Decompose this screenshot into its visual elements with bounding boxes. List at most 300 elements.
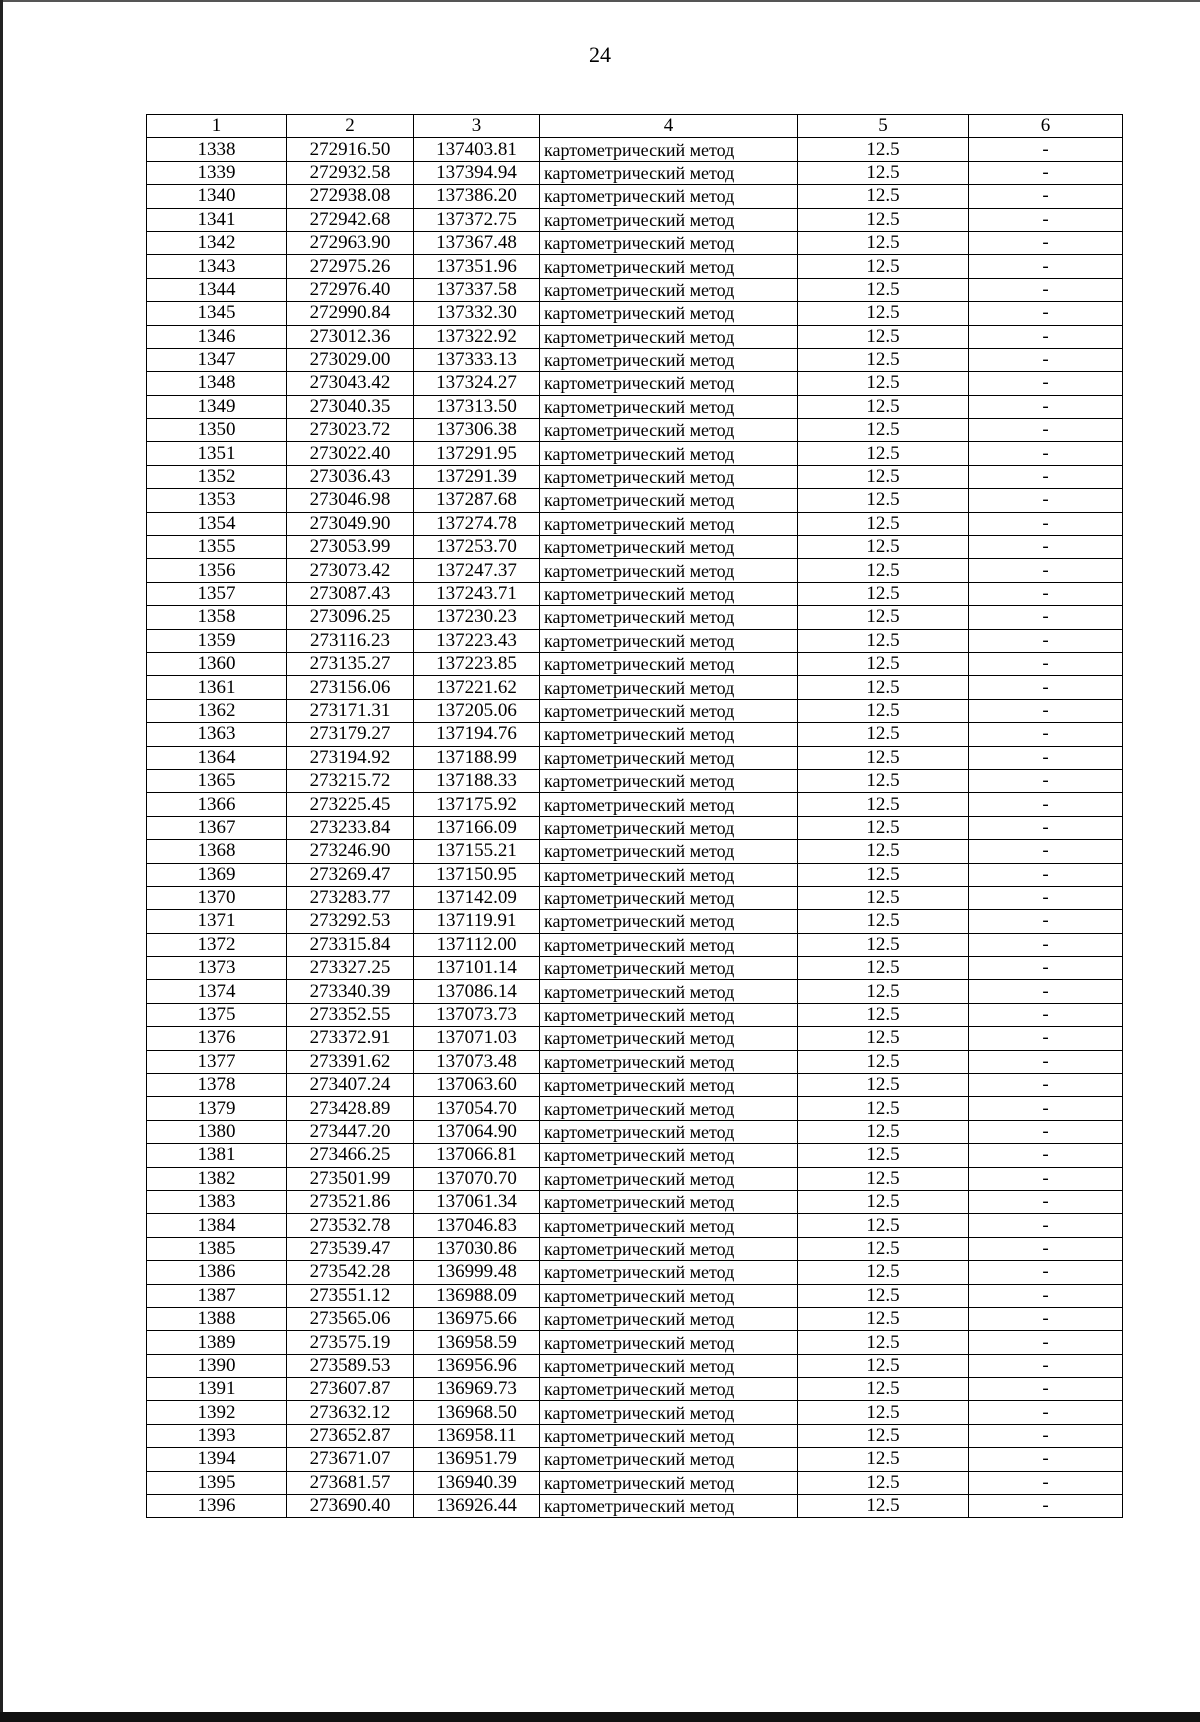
point-number-cell: 1353 xyxy=(147,489,287,512)
x-coordinate-cell: 272963.90 xyxy=(287,231,414,254)
point-number-cell: 1386 xyxy=(147,1261,287,1284)
x-coordinate-cell: 273171.31 xyxy=(287,699,414,722)
point-number-cell: 1363 xyxy=(147,723,287,746)
accuracy-cell: 12.5 xyxy=(798,185,969,208)
point-number-cell: 1381 xyxy=(147,1144,287,1167)
method-cell: картометрический метод xyxy=(540,840,798,863)
method-cell: картометрический метод xyxy=(540,1307,798,1330)
table-row xyxy=(147,957,1123,980)
method-cell: картометрический метод xyxy=(540,1354,798,1377)
table-row xyxy=(147,348,1123,371)
y-coordinate-cell: 137291.39 xyxy=(414,465,540,488)
table-row xyxy=(147,1214,1123,1237)
point-number-cell: 1391 xyxy=(147,1378,287,1401)
accuracy-cell: 12.5 xyxy=(798,1261,969,1284)
note-cell: - xyxy=(969,1167,1123,1190)
note-cell: - xyxy=(969,933,1123,956)
method-cell: картометрический метод xyxy=(540,746,798,769)
table-row xyxy=(147,816,1123,839)
accuracy-cell: 12.5 xyxy=(798,1307,969,1330)
accuracy-cell: 12.5 xyxy=(798,231,969,254)
x-coordinate-cell: 273012.36 xyxy=(287,325,414,348)
table-row xyxy=(147,1378,1123,1401)
point-number-cell: 1374 xyxy=(147,980,287,1003)
accuracy-cell: 12.5 xyxy=(798,793,969,816)
table-row xyxy=(147,769,1123,792)
y-coordinate-cell: 136968.50 xyxy=(414,1401,540,1424)
y-coordinate-cell: 137230.23 xyxy=(414,606,540,629)
header-cell: 1 xyxy=(147,115,287,138)
x-coordinate-cell: 273372.91 xyxy=(287,1027,414,1050)
point-number-cell: 1378 xyxy=(147,1074,287,1097)
accuracy-cell: 12.5 xyxy=(798,278,969,301)
x-coordinate-cell: 273096.25 xyxy=(287,606,414,629)
accuracy-cell: 12.5 xyxy=(798,442,969,465)
note-cell: - xyxy=(969,442,1123,465)
accuracy-cell: 12.5 xyxy=(798,957,969,980)
x-coordinate-cell: 273179.27 xyxy=(287,723,414,746)
y-coordinate-cell: 137061.34 xyxy=(414,1190,540,1213)
note-cell: - xyxy=(969,1074,1123,1097)
x-coordinate-cell: 273029.00 xyxy=(287,348,414,371)
page-number: 24 xyxy=(589,42,611,67)
note-cell: - xyxy=(969,769,1123,792)
note-cell: - xyxy=(969,863,1123,886)
header-cell: 4 xyxy=(540,115,798,138)
y-coordinate-cell: 137112.00 xyxy=(414,933,540,956)
note-cell: - xyxy=(969,278,1123,301)
y-coordinate-cell: 137119.91 xyxy=(414,910,540,933)
note-cell: - xyxy=(969,1307,1123,1330)
note-cell: - xyxy=(969,1471,1123,1494)
y-coordinate-cell: 137188.33 xyxy=(414,769,540,792)
note-cell: - xyxy=(969,348,1123,371)
accuracy-cell: 12.5 xyxy=(798,1167,969,1190)
note-cell: - xyxy=(969,208,1123,231)
note-cell: - xyxy=(969,1003,1123,1026)
accuracy-cell: 12.5 xyxy=(798,1331,969,1354)
method-cell: картометрический метод xyxy=(540,980,798,1003)
accuracy-cell: 12.5 xyxy=(798,512,969,535)
method-cell: картометрический метод xyxy=(540,1144,798,1167)
table-body xyxy=(147,138,1123,1518)
point-number-cell: 1372 xyxy=(147,933,287,956)
note-cell: - xyxy=(969,582,1123,605)
x-coordinate-cell: 273565.06 xyxy=(287,1307,414,1330)
note-cell: - xyxy=(969,1027,1123,1050)
method-cell: картометрический метод xyxy=(540,559,798,582)
accuracy-cell: 12.5 xyxy=(798,1424,969,1447)
x-coordinate-cell: 273023.72 xyxy=(287,419,414,442)
note-cell: - xyxy=(969,255,1123,278)
note-cell: - xyxy=(969,1284,1123,1307)
x-coordinate-cell: 273116.23 xyxy=(287,629,414,652)
x-coordinate-cell: 273269.47 xyxy=(287,863,414,886)
x-coordinate-cell: 272938.08 xyxy=(287,185,414,208)
y-coordinate-cell: 137046.83 xyxy=(414,1214,540,1237)
note-cell: - xyxy=(969,1331,1123,1354)
accuracy-cell: 12.5 xyxy=(798,606,969,629)
table-row xyxy=(147,442,1123,465)
x-coordinate-cell: 273551.12 xyxy=(287,1284,414,1307)
accuracy-cell: 12.5 xyxy=(798,769,969,792)
method-cell: картометрический метод xyxy=(540,1495,798,1518)
method-cell: картометрический метод xyxy=(540,512,798,535)
y-coordinate-cell: 137064.90 xyxy=(414,1120,540,1143)
y-coordinate-cell: 137188.99 xyxy=(414,746,540,769)
point-number-cell: 1343 xyxy=(147,255,287,278)
point-number-cell: 1366 xyxy=(147,793,287,816)
x-coordinate-cell: 273225.45 xyxy=(287,793,414,816)
x-coordinate-cell: 273073.42 xyxy=(287,559,414,582)
y-coordinate-cell: 137287.68 xyxy=(414,489,540,512)
note-cell: - xyxy=(969,1378,1123,1401)
table-row xyxy=(147,1261,1123,1284)
x-coordinate-cell: 273575.19 xyxy=(287,1331,414,1354)
point-number-cell: 1360 xyxy=(147,652,287,675)
x-coordinate-cell: 273049.90 xyxy=(287,512,414,535)
note-cell: - xyxy=(969,185,1123,208)
table-row xyxy=(147,1097,1123,1120)
table-row xyxy=(147,1401,1123,1424)
method-cell: картометрический метод xyxy=(540,1378,798,1401)
table-row xyxy=(147,185,1123,208)
y-coordinate-cell: 137291.95 xyxy=(414,442,540,465)
method-cell: картометрический метод xyxy=(540,793,798,816)
method-cell: картометрический метод xyxy=(540,442,798,465)
x-coordinate-cell: 273156.06 xyxy=(287,676,414,699)
table-row xyxy=(147,1120,1123,1143)
point-number-cell: 1351 xyxy=(147,442,287,465)
page-border-left xyxy=(0,0,3,1722)
point-number-cell: 1356 xyxy=(147,559,287,582)
method-cell: картометрический метод xyxy=(540,325,798,348)
table-row xyxy=(147,723,1123,746)
accuracy-cell: 12.5 xyxy=(798,1144,969,1167)
accuracy-cell: 12.5 xyxy=(798,910,969,933)
y-coordinate-cell: 137073.48 xyxy=(414,1050,540,1073)
y-coordinate-cell: 136956.96 xyxy=(414,1354,540,1377)
method-cell: картометрический метод xyxy=(540,1261,798,1284)
method-cell: картометрический метод xyxy=(540,910,798,933)
x-coordinate-cell: 273046.98 xyxy=(287,489,414,512)
method-cell: картометрический метод xyxy=(540,419,798,442)
method-cell: картометрический метод xyxy=(540,302,798,325)
point-number-cell: 1347 xyxy=(147,348,287,371)
method-cell: картометрический метод xyxy=(540,348,798,371)
method-cell: картометрический метод xyxy=(540,1027,798,1050)
accuracy-cell: 12.5 xyxy=(798,816,969,839)
point-number-cell: 1375 xyxy=(147,1003,287,1026)
point-number-cell: 1385 xyxy=(147,1237,287,1260)
accuracy-cell: 12.5 xyxy=(798,1050,969,1073)
y-coordinate-cell: 137221.62 xyxy=(414,676,540,699)
accuracy-cell: 12.5 xyxy=(798,489,969,512)
y-coordinate-cell: 137243.71 xyxy=(414,582,540,605)
accuracy-cell: 12.5 xyxy=(798,723,969,746)
y-coordinate-cell: 137066.81 xyxy=(414,1144,540,1167)
y-coordinate-cell: 137101.14 xyxy=(414,957,540,980)
note-cell: - xyxy=(969,746,1123,769)
x-coordinate-cell: 273340.39 xyxy=(287,980,414,1003)
table-row xyxy=(147,863,1123,886)
x-coordinate-cell: 273521.86 xyxy=(287,1190,414,1213)
note-cell: - xyxy=(969,1261,1123,1284)
y-coordinate-cell: 137322.92 xyxy=(414,325,540,348)
accuracy-cell: 12.5 xyxy=(798,699,969,722)
table-row xyxy=(147,1284,1123,1307)
table-row xyxy=(147,512,1123,535)
point-number-cell: 1355 xyxy=(147,536,287,559)
table-row xyxy=(147,933,1123,956)
accuracy-cell: 12.5 xyxy=(798,1471,969,1494)
note-cell: - xyxy=(969,1097,1123,1120)
point-number-cell: 1339 xyxy=(147,161,287,184)
accuracy-cell: 12.5 xyxy=(798,1097,969,1120)
table-row xyxy=(147,255,1123,278)
table-row xyxy=(147,1074,1123,1097)
method-cell: картометрический метод xyxy=(540,957,798,980)
table-row xyxy=(147,302,1123,325)
y-coordinate-cell: 137394.94 xyxy=(414,161,540,184)
y-coordinate-cell: 137247.37 xyxy=(414,559,540,582)
method-cell: картометрический метод xyxy=(540,395,798,418)
method-cell: картометрический метод xyxy=(540,1190,798,1213)
table-row xyxy=(147,1050,1123,1073)
method-cell: картометрический метод xyxy=(540,231,798,254)
note-cell: - xyxy=(969,699,1123,722)
accuracy-cell: 12.5 xyxy=(798,372,969,395)
x-coordinate-cell: 273292.53 xyxy=(287,910,414,933)
table-row xyxy=(147,1167,1123,1190)
point-number-cell: 1341 xyxy=(147,208,287,231)
method-cell: картометрический метод xyxy=(540,582,798,605)
x-coordinate-cell: 273087.43 xyxy=(287,582,414,605)
method-cell: картометрический метод xyxy=(540,1471,798,1494)
table-row xyxy=(147,1307,1123,1330)
point-number-cell: 1348 xyxy=(147,372,287,395)
note-cell: - xyxy=(969,980,1123,1003)
note-cell: - xyxy=(969,489,1123,512)
accuracy-cell: 12.5 xyxy=(798,161,969,184)
y-coordinate-cell: 137306.38 xyxy=(414,419,540,442)
x-coordinate-cell: 273607.87 xyxy=(287,1378,414,1401)
point-number-cell: 1376 xyxy=(147,1027,287,1050)
x-coordinate-cell: 273043.42 xyxy=(287,372,414,395)
y-coordinate-cell: 137351.96 xyxy=(414,255,540,278)
point-number-cell: 1396 xyxy=(147,1495,287,1518)
point-number-cell: 1384 xyxy=(147,1214,287,1237)
note-cell: - xyxy=(969,161,1123,184)
y-coordinate-cell: 137223.85 xyxy=(414,652,540,675)
accuracy-cell: 12.5 xyxy=(798,1214,969,1237)
method-cell: картометрический метод xyxy=(540,1003,798,1026)
x-coordinate-cell: 272942.68 xyxy=(287,208,414,231)
y-coordinate-cell: 137403.81 xyxy=(414,138,540,161)
accuracy-cell: 12.5 xyxy=(798,629,969,652)
y-coordinate-cell: 136958.59 xyxy=(414,1331,540,1354)
table-row xyxy=(147,395,1123,418)
method-cell: картометрический метод xyxy=(540,161,798,184)
point-number-cell: 1346 xyxy=(147,325,287,348)
x-coordinate-cell: 273632.12 xyxy=(287,1401,414,1424)
accuracy-cell: 12.5 xyxy=(798,1495,969,1518)
y-coordinate-cell: 137150.95 xyxy=(414,863,540,886)
table-row xyxy=(147,208,1123,231)
point-number-cell: 1369 xyxy=(147,863,287,886)
y-coordinate-cell: 136999.48 xyxy=(414,1261,540,1284)
method-cell: картометрический метод xyxy=(540,1401,798,1424)
method-cell: картометрический метод xyxy=(540,1424,798,1447)
note-cell: - xyxy=(969,536,1123,559)
table-row xyxy=(147,1144,1123,1167)
accuracy-cell: 12.5 xyxy=(798,1378,969,1401)
table-row xyxy=(147,489,1123,512)
method-cell: картометрический метод xyxy=(540,816,798,839)
accuracy-cell: 12.5 xyxy=(798,746,969,769)
point-number-cell: 1382 xyxy=(147,1167,287,1190)
point-number-cell: 1389 xyxy=(147,1331,287,1354)
accuracy-cell: 12.5 xyxy=(798,1003,969,1026)
table-row xyxy=(147,1354,1123,1377)
accuracy-cell: 12.5 xyxy=(798,348,969,371)
accuracy-cell: 12.5 xyxy=(798,419,969,442)
x-coordinate-cell: 273532.78 xyxy=(287,1214,414,1237)
point-number-cell: 1383 xyxy=(147,1190,287,1213)
table-row xyxy=(147,652,1123,675)
accuracy-cell: 12.5 xyxy=(798,325,969,348)
note-cell: - xyxy=(969,1354,1123,1377)
y-coordinate-cell: 137086.14 xyxy=(414,980,540,1003)
point-number-cell: 1390 xyxy=(147,1354,287,1377)
point-number-cell: 1361 xyxy=(147,676,287,699)
method-cell: картометрический метод xyxy=(540,255,798,278)
note-cell: - xyxy=(969,138,1123,161)
x-coordinate-cell: 272932.58 xyxy=(287,161,414,184)
y-coordinate-cell: 137030.86 xyxy=(414,1237,540,1260)
x-coordinate-cell: 272916.50 xyxy=(287,138,414,161)
y-coordinate-cell: 137194.76 xyxy=(414,723,540,746)
point-number-cell: 1395 xyxy=(147,1471,287,1494)
point-number-cell: 1394 xyxy=(147,1448,287,1471)
note-cell: - xyxy=(969,629,1123,652)
x-coordinate-cell: 273690.40 xyxy=(287,1495,414,1518)
x-coordinate-cell: 272975.26 xyxy=(287,255,414,278)
x-coordinate-cell: 273652.87 xyxy=(287,1424,414,1447)
point-number-cell: 1362 xyxy=(147,699,287,722)
y-coordinate-cell: 137073.73 xyxy=(414,1003,540,1026)
table-row xyxy=(147,1003,1123,1026)
note-cell: - xyxy=(969,1237,1123,1260)
x-coordinate-cell: 273589.53 xyxy=(287,1354,414,1377)
note-cell: - xyxy=(969,231,1123,254)
note-cell: - xyxy=(969,372,1123,395)
table-row xyxy=(147,840,1123,863)
note-cell: - xyxy=(969,1190,1123,1213)
note-cell: - xyxy=(969,910,1123,933)
y-coordinate-cell: 137166.09 xyxy=(414,816,540,839)
note-cell: - xyxy=(969,395,1123,418)
x-coordinate-cell: 273194.92 xyxy=(287,746,414,769)
point-number-cell: 1344 xyxy=(147,278,287,301)
table-row xyxy=(147,1237,1123,1260)
page-border-top xyxy=(0,0,1200,2)
note-cell: - xyxy=(969,676,1123,699)
method-cell: картометрический метод xyxy=(540,606,798,629)
method-cell: картометрический метод xyxy=(540,489,798,512)
table-row xyxy=(147,793,1123,816)
y-coordinate-cell: 137205.06 xyxy=(414,699,540,722)
method-cell: картометрический метод xyxy=(540,699,798,722)
y-coordinate-cell: 137367.48 xyxy=(414,231,540,254)
note-cell: - xyxy=(969,840,1123,863)
method-cell: картометрический метод xyxy=(540,1331,798,1354)
method-cell: картометрический метод xyxy=(540,208,798,231)
y-coordinate-cell: 137142.09 xyxy=(414,886,540,909)
point-number-cell: 1368 xyxy=(147,840,287,863)
accuracy-cell: 12.5 xyxy=(798,933,969,956)
note-cell: - xyxy=(969,886,1123,909)
header-cell: 5 xyxy=(798,115,969,138)
x-coordinate-cell: 273283.77 xyxy=(287,886,414,909)
method-cell: картометрический метод xyxy=(540,138,798,161)
table-row xyxy=(147,536,1123,559)
method-cell: картометрический метод xyxy=(540,1074,798,1097)
table-row xyxy=(147,465,1123,488)
point-number-cell: 1354 xyxy=(147,512,287,535)
y-coordinate-cell: 137333.13 xyxy=(414,348,540,371)
table-row xyxy=(147,1190,1123,1213)
table-row xyxy=(147,606,1123,629)
method-cell: картометрический метод xyxy=(540,769,798,792)
table-row xyxy=(147,559,1123,582)
x-coordinate-cell: 273040.35 xyxy=(287,395,414,418)
method-cell: картометрический метод xyxy=(540,933,798,956)
x-coordinate-cell: 273022.40 xyxy=(287,442,414,465)
note-cell: - xyxy=(969,512,1123,535)
x-coordinate-cell: 273327.25 xyxy=(287,957,414,980)
y-coordinate-cell: 136940.39 xyxy=(414,1471,540,1494)
point-number-cell: 1350 xyxy=(147,419,287,442)
x-coordinate-cell: 273233.84 xyxy=(287,816,414,839)
table-row xyxy=(147,910,1123,933)
method-cell: картометрический метод xyxy=(540,886,798,909)
note-cell: - xyxy=(969,957,1123,980)
method-cell: картометрический метод xyxy=(540,676,798,699)
method-cell: картометрический метод xyxy=(540,1097,798,1120)
y-coordinate-cell: 137054.70 xyxy=(414,1097,540,1120)
method-cell: картометрический метод xyxy=(540,1214,798,1237)
method-cell: картометрический метод xyxy=(540,1237,798,1260)
x-coordinate-cell: 273036.43 xyxy=(287,465,414,488)
point-number-cell: 1365 xyxy=(147,769,287,792)
accuracy-cell: 12.5 xyxy=(798,138,969,161)
method-cell: картометрический метод xyxy=(540,1448,798,1471)
accuracy-cell: 12.5 xyxy=(798,676,969,699)
y-coordinate-cell: 136926.44 xyxy=(414,1495,540,1518)
accuracy-cell: 12.5 xyxy=(798,208,969,231)
x-coordinate-cell: 272976.40 xyxy=(287,278,414,301)
accuracy-cell: 12.5 xyxy=(798,863,969,886)
accuracy-cell: 12.5 xyxy=(798,1027,969,1050)
y-coordinate-cell: 137063.60 xyxy=(414,1074,540,1097)
table-row xyxy=(147,1331,1123,1354)
y-coordinate-cell: 137071.03 xyxy=(414,1027,540,1050)
point-number-cell: 1340 xyxy=(147,185,287,208)
header-cell: 2 xyxy=(287,115,414,138)
header-cell: 6 xyxy=(969,115,1123,138)
x-coordinate-cell: 273671.07 xyxy=(287,1448,414,1471)
